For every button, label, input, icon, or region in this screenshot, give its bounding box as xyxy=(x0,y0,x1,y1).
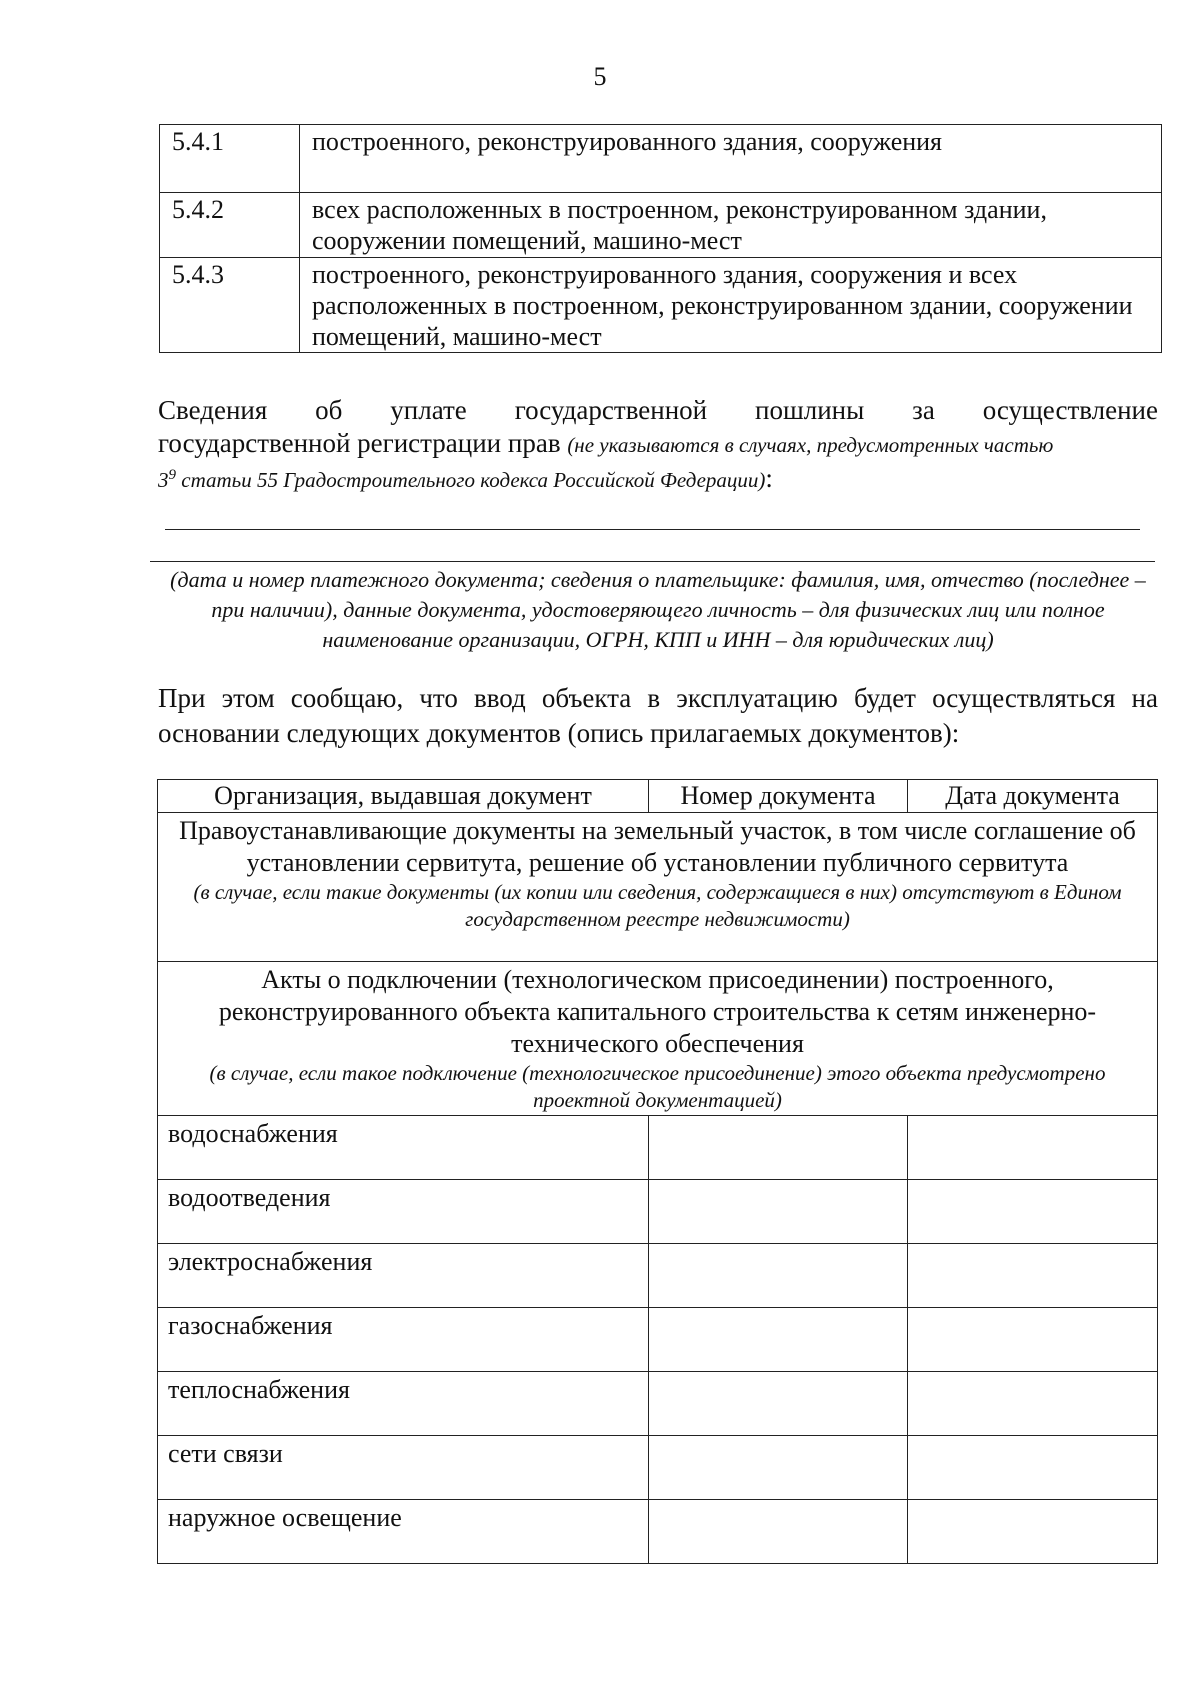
fee-word: осуществление xyxy=(982,395,1158,425)
section-row xyxy=(158,962,1158,1116)
fee-line-2-text: государственной регистрации прав xyxy=(158,428,561,458)
doc-number-cell[interactable] xyxy=(649,1308,908,1372)
section-cell xyxy=(158,962,1158,1116)
table-row xyxy=(160,125,1162,193)
fee-word: уплате xyxy=(390,395,467,425)
fee-word: об xyxy=(315,395,343,425)
doc-number-cell[interactable] xyxy=(649,1372,908,1436)
table-row xyxy=(158,1436,1158,1500)
fee-note-rest: статьи 55 Градостроительного кодекса Российской Федерации) xyxy=(176,468,766,492)
row-number: 5.4.2 xyxy=(160,193,300,258)
fee-word: Сведения xyxy=(158,395,268,425)
doc-date-cell[interactable] xyxy=(908,1500,1158,1564)
doc-date-cell[interactable] xyxy=(908,1372,1158,1436)
item-label: водоснабжения xyxy=(158,1116,649,1180)
doc-number-cell[interactable] xyxy=(649,1180,908,1244)
fee-note-a: (не указываются в случаях, предусмотренных частью xyxy=(567,433,1054,457)
item-label: газоснабжения xyxy=(158,1308,649,1372)
documents-table xyxy=(157,779,1158,1564)
row-text: построенного, реконструированного здания, сооружения и всех расположенных в построенном, реконструированном здании, сооружении помещений, машино-мест xyxy=(300,258,1162,353)
fee-word: пошлины xyxy=(755,395,865,425)
table-row xyxy=(160,258,1162,353)
item-label: теплоснабжения xyxy=(158,1372,649,1436)
doc-date-cell[interactable] xyxy=(908,1436,1158,1500)
page-number: 5 xyxy=(593,62,607,91)
table-row xyxy=(158,1372,1158,1436)
item-label: наружное освещение xyxy=(158,1500,649,1564)
fee-word: за xyxy=(912,395,935,425)
table-header-row xyxy=(158,780,1158,813)
fee-note-num: 3 xyxy=(158,468,169,492)
fee-note-sup: 9 xyxy=(168,467,176,483)
column-header: Дата документа xyxy=(908,780,1158,813)
row-text: построенного, реконструированного здания, сооружения xyxy=(300,125,1162,193)
table-row xyxy=(158,1180,1158,1244)
doc-number-cell[interactable] xyxy=(649,1436,908,1500)
section-hint: (в случае, если такие документы (их копии или сведения, содержащиеся в них) отсутствуют в Едином государственном реестре недвижимости) xyxy=(193,880,1122,931)
table-row xyxy=(158,1244,1158,1308)
blank-fill-line xyxy=(150,561,1155,562)
section-cell xyxy=(158,813,1158,962)
doc-date-cell[interactable] xyxy=(908,1116,1158,1180)
section-row xyxy=(158,813,1158,962)
doc-number-cell[interactable] xyxy=(649,1116,908,1180)
row-text: всех расположенных в построенном, реконструированном здании, сооружении помещений, машино-мест xyxy=(300,193,1162,258)
doc-date-cell[interactable] xyxy=(908,1244,1158,1308)
column-header: Номер документа xyxy=(649,780,908,813)
row-number: 5.4.1 xyxy=(160,125,300,193)
blank-fill-line xyxy=(165,529,1140,530)
doc-date-cell[interactable] xyxy=(908,1180,1158,1244)
intro-paragraph: При этом сообщаю, что ввод объекта в эксплуатацию будет осуществляться на основании следующих документов (опись прилагаемых документов): xyxy=(158,683,1158,748)
item-label: сети связи xyxy=(158,1436,649,1500)
doc-number-cell[interactable] xyxy=(649,1500,908,1564)
table-row xyxy=(158,1116,1158,1180)
column-header: Организация, выдавшая документ xyxy=(158,780,649,813)
payer-hint: (дата и номер платежного документа; сведения о плательщике: фамилия, имя, отчество (последнее – при наличии), данные документа, удостоверяющего личность – для физических лиц или полное наименование организации, ОГРН, КПП и ИНН – для юридических лиц) xyxy=(170,567,1146,652)
section-title: Акты о подключении (технологическом присоединении) построенного, реконструированного объекта капитального строительства к сетям инженерно-технического обеспечения xyxy=(218,965,1097,1058)
fee-line-2 xyxy=(158,427,1158,462)
item-label: электроснабжения xyxy=(158,1244,649,1308)
table-row xyxy=(158,1500,1158,1564)
fee-section xyxy=(158,394,1158,497)
row-number: 5.4.3 xyxy=(160,258,300,353)
table-row xyxy=(160,193,1162,258)
item-label: водоотведения xyxy=(158,1180,649,1244)
fee-lead-line xyxy=(158,394,1158,427)
section-hint: (в случае, если такое подключение (технологическое присоединение) этого объекта предусмотрено проектной документацией) xyxy=(209,1061,1106,1112)
section-title: Правоустанавливающие документы на земельный участок, в том числе соглашение об установлении сервитута, решение об установлении публичного сервитута xyxy=(179,816,1136,877)
fee-line-3 xyxy=(158,462,1158,497)
fee-colon: : xyxy=(765,463,773,493)
doc-date-cell[interactable] xyxy=(908,1308,1158,1372)
top-table xyxy=(159,124,1162,353)
fee-word: государственной xyxy=(514,395,708,425)
doc-number-cell[interactable] xyxy=(649,1244,908,1308)
table-row xyxy=(158,1308,1158,1372)
